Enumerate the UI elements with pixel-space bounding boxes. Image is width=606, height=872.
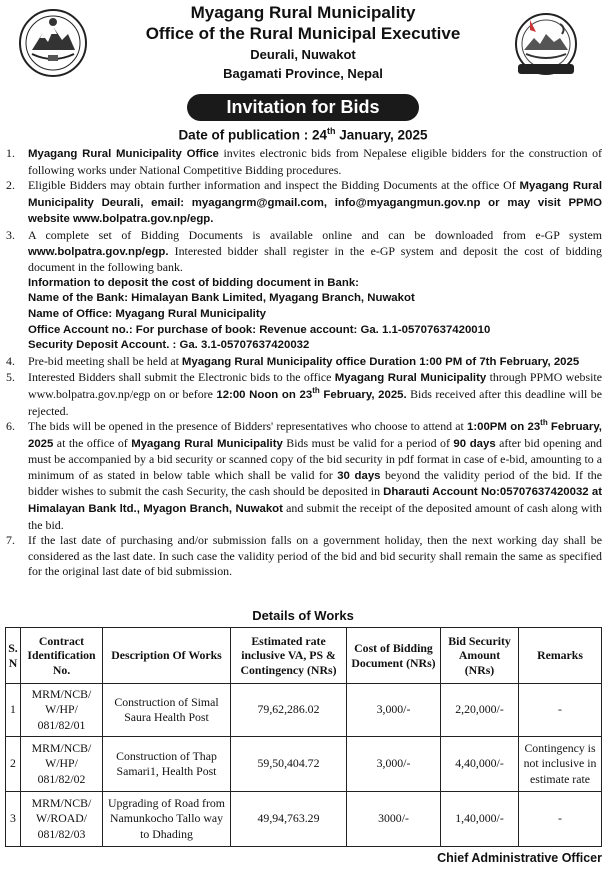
list-item: 6. The bids will be opened in the presence of Bidders' representatives who choose to attend at 1:00PM on 23th February, 2025 at the office of Myagang Rural Municipality Bids must be valid for a period of 90 days after bid opening and must be accompanied by a bid security or scanned copy of the bid security in pdf format in case of e-bid, amounting to a minimum of as stated in below table which shall be valid for 30 days beyond the validity period of the bid. If the bidder wishes to submit the cash Security, the cash should be deposited in Dharauti Account No:05707637420032 at Himalayan Bank ltd., Myagon Branch, Nuwakot and submit the receipt of the deposited amount of cash along with the bid. xyxy=(6,418,602,532)
cell-id: MRM/NCB/ W/HP/ 081/82/02 xyxy=(21,737,103,792)
office-name: Office of the Rural Municipal Executive xyxy=(145,24,461,43)
list-item: 5. Interested Bidders shall submit the Electronic bids to the office Myagang Rural Municipality through PPMO website www.bolpatra.gov.np/egp on or before 12:00 Noon on 23th February, 2025. Bids received after this deadline will be rejected. xyxy=(6,370,603,418)
works-title: Details of Works xyxy=(252,608,354,623)
list-item: 2. Eligible Bidders may obtain further information and inspect the Bidding Documents at the office Of Myagang Rural Municipality Deurali, email: myagangrm@gmail.com, info@myagangmun.gov.np or may visit PPMO website www.bolpatra.gov.np/egp. xyxy=(6,178,602,226)
cell-remarks: - xyxy=(519,792,602,847)
table-row xyxy=(6,737,602,792)
list-item: 3. A complete set of Bidding Documents is available online and can be downloaded from e-GP system www.bolpatra.gov.np/egp. Interested bidder shall register in the e-GP system and deposit the cost of bidding document in the following bank. xyxy=(6,227,602,275)
table-row xyxy=(6,792,602,847)
cell-desc: Construction of Simal Saura Health Post xyxy=(103,684,231,737)
cell-desc: Upgrading of Road from Namunkocho Tallo way to Dhading xyxy=(103,792,231,847)
cell-sn: 3 xyxy=(6,792,21,847)
cell-rate: 79,62,286.02 xyxy=(231,684,347,737)
province-name: Bagamati Province, Nepal xyxy=(223,66,383,81)
government-emblem-icon xyxy=(18,8,88,78)
cell-sn: 1 xyxy=(6,684,21,737)
cell-id: MRM/NCB/ W/ROAD/ 081/82/03 xyxy=(21,792,103,847)
municipality-logo-icon xyxy=(508,10,584,80)
publication-date: Date of publication : 24th January, 2025 xyxy=(178,126,428,143)
cell-rate: 59,50,404.72 xyxy=(231,737,347,792)
list-item: 7. If the last date of purchasing and/or submission falls on a government holiday, then the next working day shall be considered as the last date. In such case the validity period of the bid and bid security shall remain the same as specified for the original last date of bid submission. xyxy=(6,533,602,579)
security-account: Security Deposit Account. : Ga. 3.1-05707637420032 xyxy=(28,339,310,352)
contract-header: Contract Identification No. xyxy=(21,628,103,684)
cell-cost: 3,000/- xyxy=(347,684,441,737)
bank-deposit-info xyxy=(6,276,602,354)
description-header: Description Of Works xyxy=(103,628,231,684)
bank-name: Name of the Bank: Himalayan Bank Limited, Myagang Branch, Nuwakot xyxy=(28,292,415,305)
cell-rate: 49,94,763.29 xyxy=(231,792,347,847)
cost-header: Cost of Bidding Document (NRs) xyxy=(347,628,441,684)
cell-cost: 3000/- xyxy=(347,792,441,847)
list-item: 4. Pre-bid meeting shall be held at Myagang Rural Municipality office Duration 1:00 PM of 7th February, 2025 xyxy=(6,353,580,368)
cell-remarks: - xyxy=(519,684,602,737)
revenue-account: Office Account no.: For purchase of book: Revenue account: Ga. 1.1-05707637420010 xyxy=(28,323,491,336)
cell-security: 2,20,000/- xyxy=(441,684,519,737)
office-address: Deurali, Nuwakot xyxy=(250,47,356,62)
rate-header: Estimated rate inclusive VA, PS & Contingency (NRs) xyxy=(231,628,347,684)
remarks-header: Remarks xyxy=(519,628,602,684)
invitation-banner: Invitation for Bids xyxy=(187,94,419,121)
cell-security: 1,40,000/- xyxy=(441,792,519,847)
bid-terms-list xyxy=(6,146,602,580)
works-table xyxy=(5,627,602,847)
cell-security: 4,40,000/- xyxy=(441,737,519,792)
security-header: Bid Security Amount (NRs) xyxy=(441,628,519,684)
cell-id: MRM/NCB/ W/HP/ 081/82/01 xyxy=(21,684,103,737)
deposit-heading: Information to deposit the cost of bidding document in Bank: xyxy=(28,276,359,289)
cell-sn: 2 xyxy=(6,737,21,792)
cell-desc: Construction of Thap Samari1, Health Post xyxy=(103,737,231,792)
municipality-name: Myagang Rural Municipality xyxy=(190,3,416,22)
list-item: 1. Myagang Rural Municipality Office invites electronic bids from Nepalese eligible bidders for the construction of following works under National Competitive Bidding procedures. xyxy=(6,146,602,177)
office-name-line: Name of Office: Myagang Rural Municipality xyxy=(28,307,266,320)
cell-remarks: Contingency is not inclusive in estimate rate xyxy=(519,737,602,792)
table-row xyxy=(6,684,602,737)
cell-cost: 3,000/- xyxy=(347,737,441,792)
table-header-row xyxy=(6,628,602,684)
signatory-title: Chief Administrative Officer xyxy=(437,851,602,865)
sn-header: S. N xyxy=(6,628,21,684)
